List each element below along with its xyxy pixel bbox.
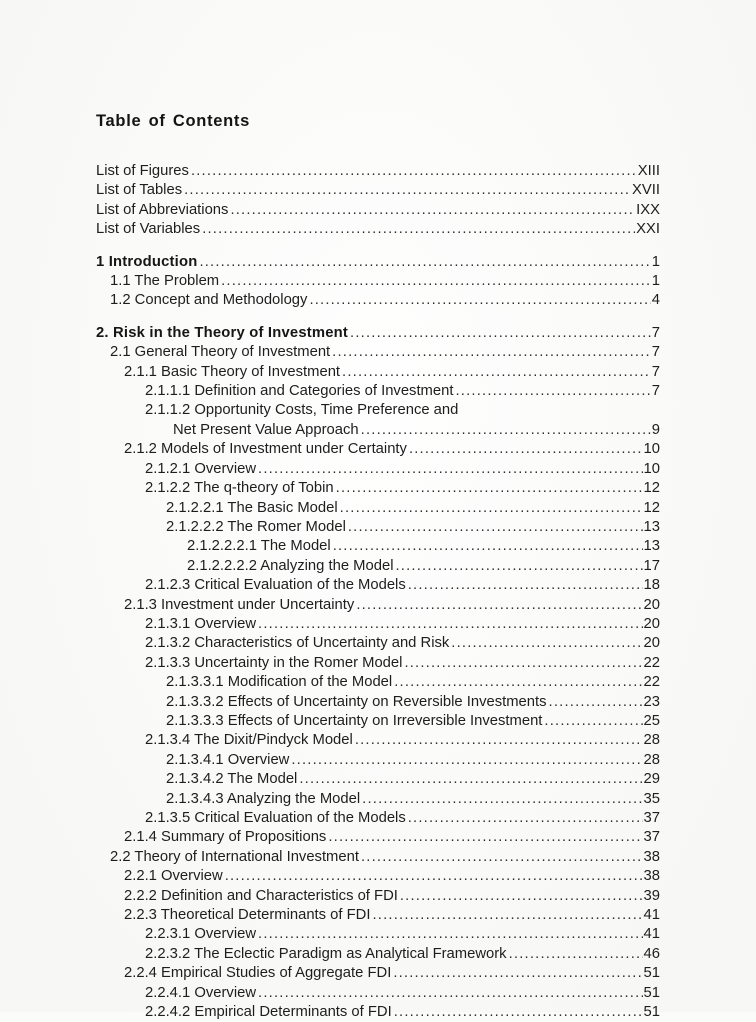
toc-entry-label: 1.2 Concept and Methodology — [110, 292, 308, 309]
toc-entry-page: 13 — [643, 538, 660, 555]
dot-leader — [299, 770, 642, 789]
toc-entry-page: XVII — [632, 182, 660, 199]
toc-entry-page: 41 — [643, 926, 660, 943]
dot-leader — [333, 537, 643, 556]
toc-entry-page: 39 — [643, 887, 660, 904]
toc-entry — [96, 731, 660, 750]
dot-leader — [340, 499, 643, 518]
toc-entry-label: 2.1.1.2 Opportunity Costs, Time Preference and — [145, 402, 459, 419]
dot-leader — [395, 557, 642, 576]
toc-entry-page: 17 — [643, 557, 660, 574]
dot-leader — [361, 421, 651, 440]
toc-entry-label: 2.1.2.1 Overview — [145, 460, 257, 477]
toc-entry-label: 1.1 The Problem — [110, 273, 220, 290]
toc-entry-page: 9 — [651, 421, 660, 438]
toc-entry — [96, 693, 660, 712]
toc-entry-label: 2.1.2 Models of Investment under Certainty — [124, 441, 407, 458]
dot-leader — [350, 324, 651, 343]
toc-entry — [96, 634, 660, 653]
toc-entry-label: 2.1.2.3 Critical Evaluation of the Models — [145, 577, 406, 594]
dot-leader — [544, 712, 642, 731]
toc-entry-page: 7 — [651, 344, 660, 361]
dot-leader — [372, 906, 642, 925]
toc-entry-page: 28 — [643, 751, 660, 768]
toc-entry — [96, 401, 660, 420]
toc-entry-page: 7 — [651, 383, 660, 400]
toc-entry-page: 1 — [651, 253, 660, 270]
toc-entry-label: 2.1.2.2 The q-theory of Tobin — [145, 480, 334, 497]
toc-entry-label: 2.1.2.2.2.1 The Model — [187, 538, 331, 555]
toc-entry-label: 2.1.2.2.1 The Basic Model — [166, 499, 338, 516]
toc-entry — [96, 770, 660, 789]
dot-leader — [258, 984, 643, 1003]
toc-entry-label: List of Variables — [96, 221, 201, 238]
toc-section — [96, 324, 660, 1022]
toc-entry — [96, 324, 660, 343]
toc-entry-label: 2.1.3.4.2 The Model — [166, 771, 298, 788]
toc-entry-label: 2.1.3.5 Critical Evaluation of the Models — [145, 810, 406, 826]
toc-entry-label: List of Abbreviations — [96, 201, 229, 218]
toc-entry-page: XIII — [637, 163, 660, 179]
toc-entry — [96, 382, 660, 401]
toc-entry-page: 7 — [651, 324, 660, 341]
dot-leader — [342, 363, 651, 382]
toc-entry — [96, 945, 660, 964]
toc-entry — [96, 654, 660, 673]
toc-entry-label: 2.1.3.3.2 Effects of Uncertainty on Reversible Investments — [166, 693, 547, 710]
toc-entry-label: 2.1 General Theory of Investment — [110, 344, 331, 361]
dot-leader — [258, 460, 643, 479]
toc-entry — [96, 272, 660, 291]
toc-entry — [96, 673, 660, 692]
toc-entry-label: 2.1.3.4 The Dixit/Pindyck Model — [145, 732, 353, 749]
toc-entry-page: 35 — [643, 790, 660, 807]
toc-entry-label: 2.1.2.2.2 The Romer Model — [166, 518, 346, 535]
toc-entry-label: 2.2.3.1 Overview — [145, 926, 257, 943]
toc-entry — [96, 291, 660, 310]
toc-entry — [96, 181, 660, 200]
toc-entry-label: 2.2.2 Definition and Characteristics of FDI — [124, 887, 398, 904]
toc-entry-page: 38 — [643, 848, 660, 865]
toc-entry — [96, 421, 660, 440]
toc-entry-label: 2.2.4 Empirical Studies of Aggregate FDI — [124, 965, 392, 982]
toc-entry-label: 2.1.3 Investment under Uncertainty — [124, 596, 355, 613]
toc-entry — [96, 440, 660, 459]
dot-leader — [408, 809, 643, 828]
dot-leader — [393, 964, 642, 983]
toc-entry-page: 37 — [643, 829, 660, 846]
toc-entry — [96, 557, 660, 576]
dot-leader — [394, 673, 642, 692]
toc-entry — [96, 363, 660, 382]
toc-entry-page: 38 — [643, 868, 660, 885]
toc-entry-page: 10 — [643, 441, 660, 458]
toc-entry-page: XXI — [636, 221, 660, 238]
toc-entry-page: 18 — [643, 577, 660, 594]
toc-entry-page: 13 — [643, 518, 660, 535]
toc-entry — [96, 964, 660, 983]
toc-entry — [96, 596, 660, 615]
dot-leader — [404, 654, 642, 673]
toc-entry-page: IXX — [636, 201, 660, 218]
dot-leader — [184, 181, 631, 200]
toc-entry-page: 37 — [643, 810, 660, 826]
dot-leader — [328, 828, 642, 847]
toc-entry — [96, 828, 660, 847]
toc-entry-page: 46 — [643, 945, 660, 962]
toc-section — [96, 253, 660, 311]
toc-entry — [96, 615, 660, 634]
dot-leader — [291, 751, 642, 770]
toc-entry-label: 2.1.1 Basic Theory of Investment — [124, 363, 341, 380]
toc-entry-label: 2.1.3.2 Characteristics of Uncertainty and Risk — [145, 635, 450, 652]
toc-entry — [96, 162, 660, 181]
toc-entry — [96, 751, 660, 770]
toc-entry — [96, 712, 660, 731]
toc-entry-label: 2.2 Theory of International Investment — [110, 848, 359, 865]
dot-leader — [348, 518, 643, 537]
toc-entry — [96, 984, 660, 1003]
toc-entry-page: 10 — [643, 460, 660, 477]
toc-entry-page: 1 — [651, 273, 660, 290]
toc-entry-label: 2.1.3.1 Overview — [145, 615, 257, 632]
toc-entry-label: Net Present Value Approach — [173, 421, 359, 438]
toc-entry-page: 25 — [643, 712, 660, 729]
toc-entry-page: 20 — [643, 596, 660, 613]
toc-entry-page: 12 — [643, 499, 660, 516]
toc-entry — [96, 887, 660, 906]
toc-entry-label: 2.1.3.4.3 Analyzing the Model — [166, 790, 361, 807]
toc-entry-page: 51 — [643, 984, 660, 1001]
toc-section — [96, 162, 660, 240]
dot-leader — [361, 848, 643, 867]
toc-entry-page: 29 — [643, 771, 660, 788]
toc-entry-page: 20 — [643, 615, 660, 632]
toc-entry-label: 1 Introduction — [96, 253, 198, 270]
dot-leader — [221, 272, 651, 291]
toc-entry-page: 23 — [643, 693, 660, 710]
dot-leader — [408, 576, 643, 595]
dot-leader — [400, 887, 643, 906]
toc-entry-label: 2.1.4 Summary of Propositions — [124, 829, 327, 846]
toc-entry — [96, 343, 660, 362]
toc-entry-label: 2.2.3.2 The Eclectic Paradigm as Analytical Framework — [145, 945, 507, 962]
dot-leader — [549, 693, 643, 712]
toc-entry-label: 2.1.1.1 Definition and Categories of Investment — [145, 383, 454, 400]
toc-entry — [96, 925, 660, 944]
dot-leader — [356, 596, 642, 615]
dot-leader — [451, 634, 642, 653]
toc-entry — [96, 479, 660, 498]
dot-leader — [509, 945, 643, 964]
toc-entry — [96, 220, 660, 239]
toc-entry-label: 2.1.3.4.1 Overview — [166, 751, 290, 768]
toc-entry-page: 22 — [643, 674, 660, 691]
toc-list — [96, 162, 660, 1022]
toc-entry-page: 51 — [643, 1004, 660, 1021]
toc-entry-label: List of Figures — [96, 163, 189, 179]
dot-leader — [258, 615, 643, 634]
toc-entry — [96, 848, 660, 867]
toc-entry-label: 2.2.4.2 Empirical Determinants of FDI — [145, 1004, 392, 1021]
toc-entry — [96, 576, 660, 595]
toc-entry — [96, 201, 660, 220]
toc-entry-label: 2.2.3 Theoretical Determinants of FDI — [124, 907, 371, 924]
toc-entry — [96, 1003, 660, 1022]
dot-leader — [199, 253, 650, 272]
toc-entry — [96, 499, 660, 518]
toc-entry-label: 2.1.3.3 Uncertainty in the Romer Model — [145, 654, 403, 671]
dot-leader — [202, 220, 635, 239]
dot-leader — [362, 790, 642, 809]
dot-leader — [258, 925, 643, 944]
dot-leader — [409, 440, 643, 459]
toc-entry — [96, 790, 660, 809]
toc-entry-label: 2.2.4.1 Overview — [145, 984, 257, 1001]
dot-leader — [336, 479, 643, 498]
dot-leader — [230, 201, 635, 220]
toc-entry — [96, 518, 660, 537]
dot-leader — [191, 162, 637, 181]
toc-entry-page: 7 — [651, 363, 660, 380]
page-title: Table of Contents — [96, 112, 251, 130]
dot-leader — [394, 1003, 643, 1022]
toc-entry — [96, 253, 660, 272]
toc-entry — [96, 906, 660, 925]
toc-entry — [96, 867, 660, 886]
dot-leader — [225, 867, 643, 886]
toc-entry-label: 2.1.3.3.1 Modification of the Model — [166, 674, 393, 691]
toc-entry-label: 2.1.3.3.3 Effects of Uncertainty on Irreversible Investment — [166, 712, 543, 729]
dot-leader — [309, 291, 650, 310]
toc-entry-page: 12 — [643, 480, 660, 497]
toc-entry — [96, 809, 660, 828]
toc-entry-label: 2.1.2.2.2.2 Analyzing the Model — [187, 557, 394, 574]
toc-entry — [96, 460, 660, 479]
dot-leader — [355, 731, 643, 750]
toc-entry-page: 28 — [643, 732, 660, 749]
toc-entry-page: 51 — [643, 965, 660, 982]
toc-entry-label: 2.2.1 Overview — [124, 868, 223, 885]
toc-entry-page: 4 — [651, 292, 660, 309]
toc-entry-page: 20 — [643, 635, 660, 652]
toc-entry-page: 22 — [643, 654, 660, 671]
toc-entry — [96, 537, 660, 556]
dot-leader — [332, 343, 651, 362]
dot-leader — [455, 382, 650, 401]
toc-entry-label: 2. Risk in the Theory of Investment — [96, 324, 349, 341]
toc-entry-label: List of Tables — [96, 182, 183, 199]
toc-entry-page: 41 — [643, 907, 660, 924]
